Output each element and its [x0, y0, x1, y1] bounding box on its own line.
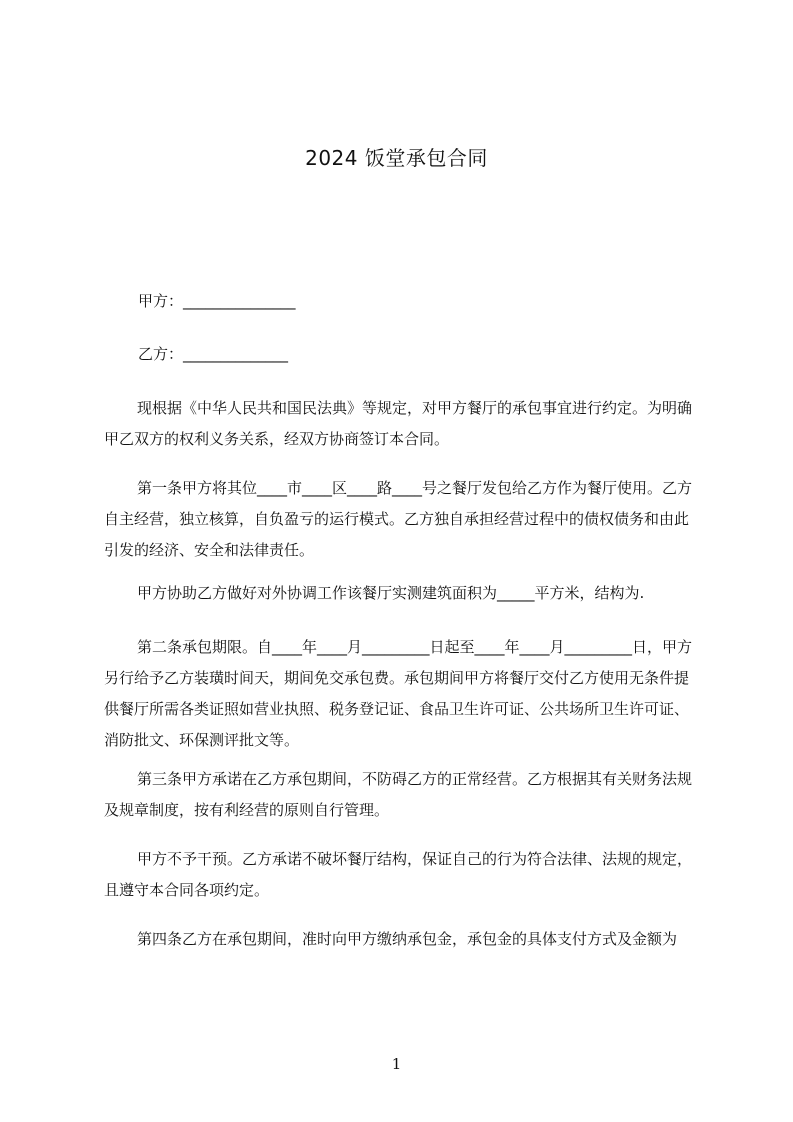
party-a-label: 甲方： [138, 292, 184, 310]
paragraph-article-4: 第四条乙方在承包期间，准时向甲方缴纳承包金，承包金的具体支付方式及金额为 [137, 930, 678, 948]
paragraph-article-3: 第三条甲方承诺在乙方承包期间，不防碍乙方的正常经营。乙方根据其有关财务法规及规章制度，按有利经营的原则自行管理。 [104, 770, 693, 819]
paragraph-non-interference: 甲方不予干预。乙方承诺不破坏餐厅结构，保证自己的行为符合法律、法规的规定，且遵守本合同各项约定。 [104, 850, 693, 899]
paragraph-preamble: 现根据《中华人民共和国民法典》等规定，对甲方餐厅的承包事宜进行约定。为明确甲乙双方的权利义务关系，经双方协商签订本合同。 [104, 399, 693, 448]
party-a-blank: _______________ [183, 292, 296, 310]
party-b-label: 乙方： [138, 345, 184, 363]
party-a-line [138, 289, 296, 313]
paragraph-article-2: 第二条承包期限。自____年____月_________日起至____年____月_________日，甲方另行给予乙方装璜时间天，期间免交承包费。承包期间甲方将餐厅交付乙方使用无条件提供餐厅所需各类证照如营业执照、税务登记证、食品卫生许可证、公共场所卫生许可证、消防批文、环保测评批文等。 [104, 638, 693, 749]
page-number: 1 [391, 1055, 402, 1073]
party-b-blank: ______________ [183, 345, 289, 363]
document-title: 2024 饭堂承包合同 [305, 146, 488, 170]
party-b-line [138, 342, 288, 366]
paragraph-coordination: 甲方协助乙方做好对外协调工作该餐厅实测建筑面积为_____平方米，结构为. [137, 584, 645, 602]
paragraph-article-1: 第一条甲方将其位____市____区____路____号之餐厅发包给乙方作为餐厅使用。乙方自主经营，独立核算，自负盈亏的运行模式。乙方独自承担经营过程中的债权债务和由此引发的经济、安全和法律责任。 [104, 479, 693, 559]
